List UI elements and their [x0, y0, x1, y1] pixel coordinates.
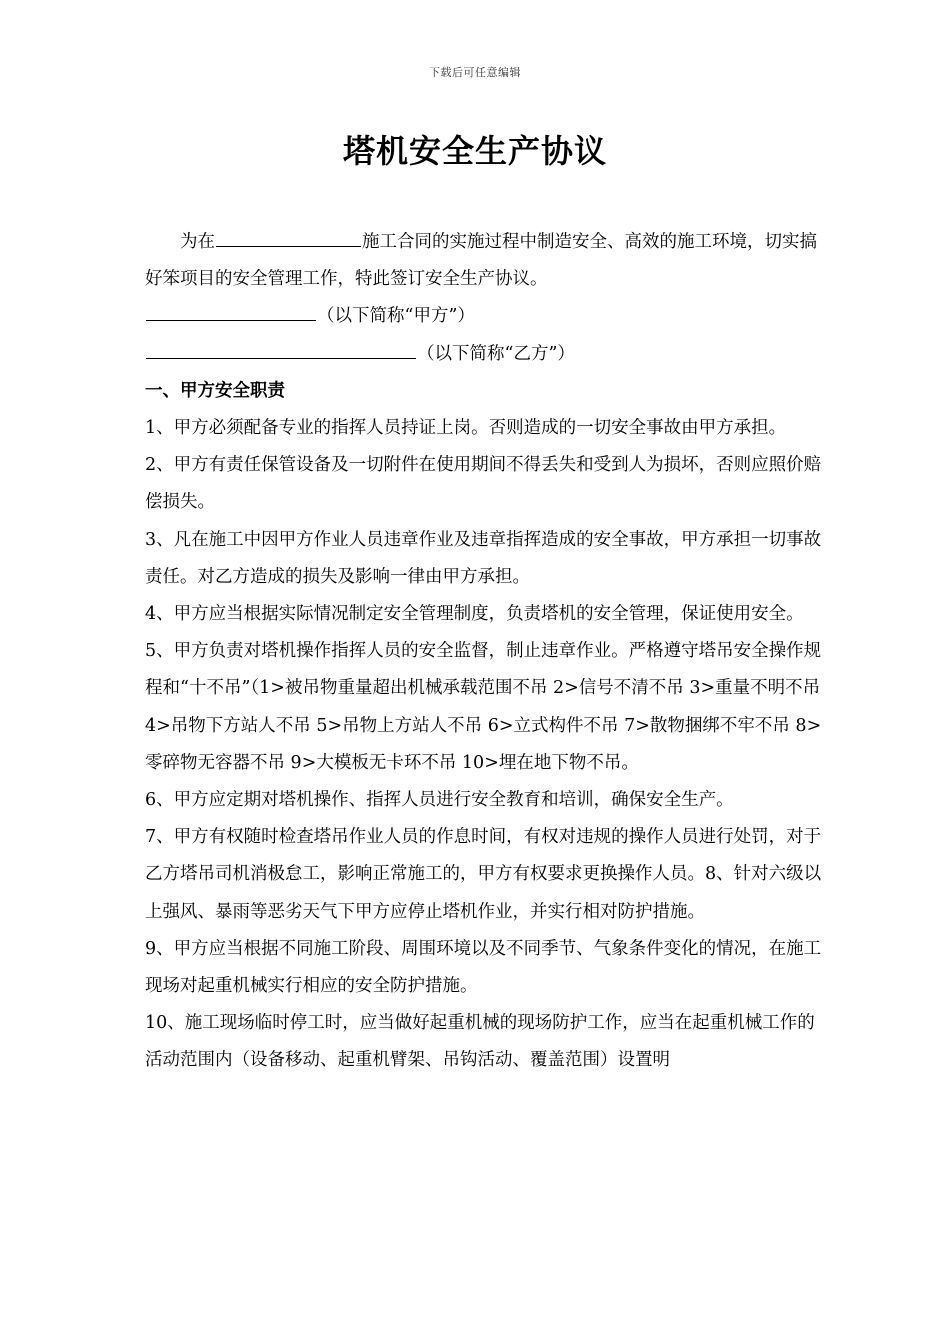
clause-7-8: 7、甲方有权随时检查塔吊作业人员的作息时间，有权对违规的操作人员进行处罚，对于乙方塔吊司机消极怠工，影响正常施工的，甲方有权要求更换操作人员。8、针对六级以上强风、暴雨等恶劣天气下甲方应停止塔机作业，并实行相对防护措施。 [145, 827, 822, 922]
party-a-line [145, 298, 825, 335]
clause-2: 2、甲方有责任保管设备及一切附件在使用期间不得丢失和受到人为损坏，否则应照价赔偿损失。 [145, 455, 822, 513]
clause-6: 6、甲方应定期对塔机操作、指挥人员进行安全教育和培训，确保安全生产。 [145, 790, 734, 811]
clause-4: 4、甲方应当根据实际情况制定安全管理制度，负责塔机的安全管理，保证使用安全。 [145, 604, 804, 625]
clause-1: 1、甲方必须配备专业的指挥人员持证上岗。否则造成的一切安全事故由甲方承担。 [145, 418, 787, 439]
intro-paragraph [145, 224, 825, 298]
document-title: 塔机安全生产协议 [342, 132, 607, 170]
party-a-label: （以下简称“甲方”） [317, 306, 475, 327]
intro-prefix: 为在 [180, 232, 215, 252]
clause-5: 5、甲方负责对塔机操作指挥人员的安全监督，制止违章作业。严格遵守塔吊安全操作规程和“十不吊”（1>被吊物重量超出机械承载范围不吊 2>信号不清不吊 3>重量不明不吊 4>吊物下方站人不吊 5>吊物上方站人不吊 6>立式构件不吊 7>散物捆绑不牢不吊 8>零碎物无容器不吊 9>大模板无卡环不吊 10>埋在地下物不吊。 [145, 641, 822, 773]
party-b-label: （以下简称“乙方”） [417, 343, 575, 364]
intro-suffix: 施工合同的实施过程中制造安全、高效的施工环境，切实搞好笨项目的安全管理工作，特此签订安全生产协议。 [145, 232, 817, 290]
party-b-line [145, 336, 825, 373]
document-body [145, 224, 825, 1080]
contract-name-blank[interactable] [216, 226, 361, 247]
clause-10: 10、施工现场临时停工时，应当做好起重机械的现场防护工作，应当在起重机械工作的活动范围内（设备移动、起重机臂架、吊钩活动、覆盖范围）设置明 [145, 1013, 815, 1071]
section-heading: 一、甲方安全职责 [145, 380, 285, 401]
header-note: 下载后可任意编辑 [429, 66, 521, 79]
party-a-blank[interactable] [146, 300, 316, 321]
party-b-blank[interactable] [146, 338, 416, 359]
clause-9: 9、甲方应当根据不同施工阶段、周围环境以及不同季节、气象条件变化的情况，在施工现场对起重机械实行相应的安全防护措施。 [145, 938, 822, 997]
clause-3: 3、凡在施工中因甲方作业人员违章作业及违章指挥造成的安全事故，甲方承担一切事故责任。对乙方造成的损失及影响一律由甲方承担。 [145, 529, 822, 587]
